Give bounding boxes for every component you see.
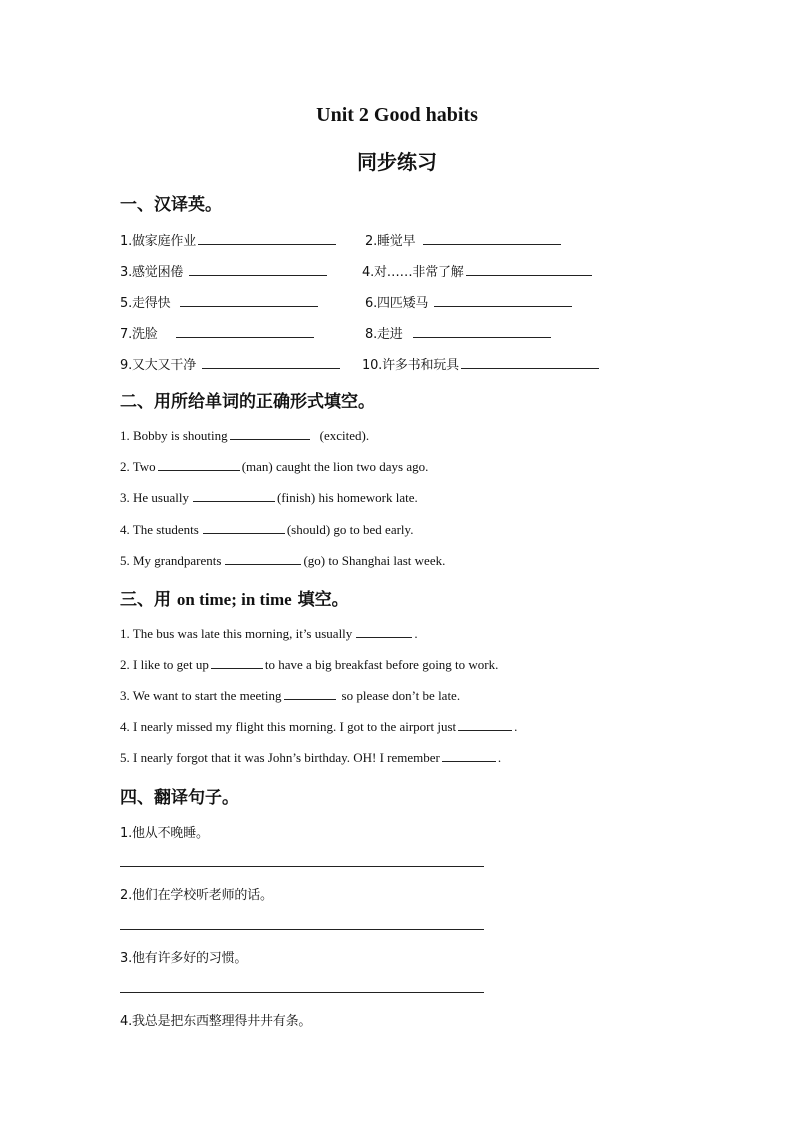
s1-item-4: 4.对……非常了解 [362,261,594,280]
answer-blank[interactable] [225,552,301,565]
section-2-heading: 二、用所给单词的正确形式填空。 [120,392,375,412]
s3-item-4: 4. I nearly missed my flight this morning. I got to the airport just . [120,719,518,734]
s3-item-2: 2. I like to get up to have a big breakfast before going to work. [120,657,499,672]
page-title: Unit 2 Good habits [316,104,478,126]
answer-blank[interactable] [466,263,592,276]
s1-item-9: 9.又大又干净 [120,354,342,373]
s4-item-2: 2.他们在学校听老师的话。 [120,888,273,903]
answer-blank[interactable] [211,656,263,669]
answer-blank[interactable] [284,687,336,700]
answer-blank[interactable] [176,325,314,338]
answer-blank[interactable] [193,489,275,502]
s2-item-2: 2. Two (man) caught the lion two days ago. [120,459,429,474]
answer-blank[interactable] [180,294,318,307]
answer-blank[interactable] [356,625,412,638]
s1-item-1: 1.做家庭作业 [120,230,338,249]
s1-item-8: 8.走进 [365,323,553,342]
answer-blank[interactable] [458,718,512,731]
s1-item-6: 6.四匹矮马 [365,292,574,311]
answer-blank[interactable] [413,325,551,338]
s2-item-1: 1. Bobby is shouting (excited). [120,428,370,443]
answer-blank[interactable] [230,427,310,440]
answer-blank[interactable] [442,749,496,762]
section-4-heading: 四、翻译句子。 [120,788,239,808]
s2-item-3: 3. He usually (finish) his homework late. [120,490,418,505]
answer-blank[interactable] [202,356,340,369]
answer-blank[interactable] [189,263,327,276]
answer-line[interactable] [120,929,484,930]
answer-blank[interactable] [158,458,240,471]
answer-blank[interactable] [198,232,336,245]
s3-item-3: 3. We want to start the meeting so please don’t be late. [120,688,461,703]
s1-item-2: 2.睡觉早 [365,230,563,249]
s2-item-5: 5. My grandparents (go) to Shanghai last week. [120,553,446,568]
answer-blank[interactable] [423,232,561,245]
page-subtitle: 同步练习 [357,150,437,174]
s4-item-1: 1.他从不晚睡。 [120,826,209,841]
section-3-heading: 三、用 on time; in time 填空。 [120,590,349,610]
s1-item-7: 7.洗脸 [120,323,316,342]
section-1-heading: 一、汉译英。 [120,195,222,215]
s4-item-3: 3.他有许多好的习惯。 [120,951,248,966]
s3-item-5: 5. I nearly forgot that it was John’s birthday. OH! I remember . [120,750,502,765]
answer-blank[interactable] [434,294,572,307]
answer-line[interactable] [120,992,484,993]
answer-line[interactable] [120,866,484,867]
s2-item-4: 4. The students (should) go to bed early. [120,522,414,537]
s1-item-5: 5.走得快 [120,292,320,311]
s1-item-3: 3.感觉困倦 [120,261,329,280]
s3-item-1: 1. The bus was late this morning, it’s usually . [120,626,418,641]
answer-blank[interactable] [461,356,599,369]
s1-item-10: 10.许多书和玩具 [362,354,601,373]
answer-blank[interactable] [203,521,285,534]
s4-item-4: 4.我总是把东西整理得井井有条。 [120,1014,312,1029]
